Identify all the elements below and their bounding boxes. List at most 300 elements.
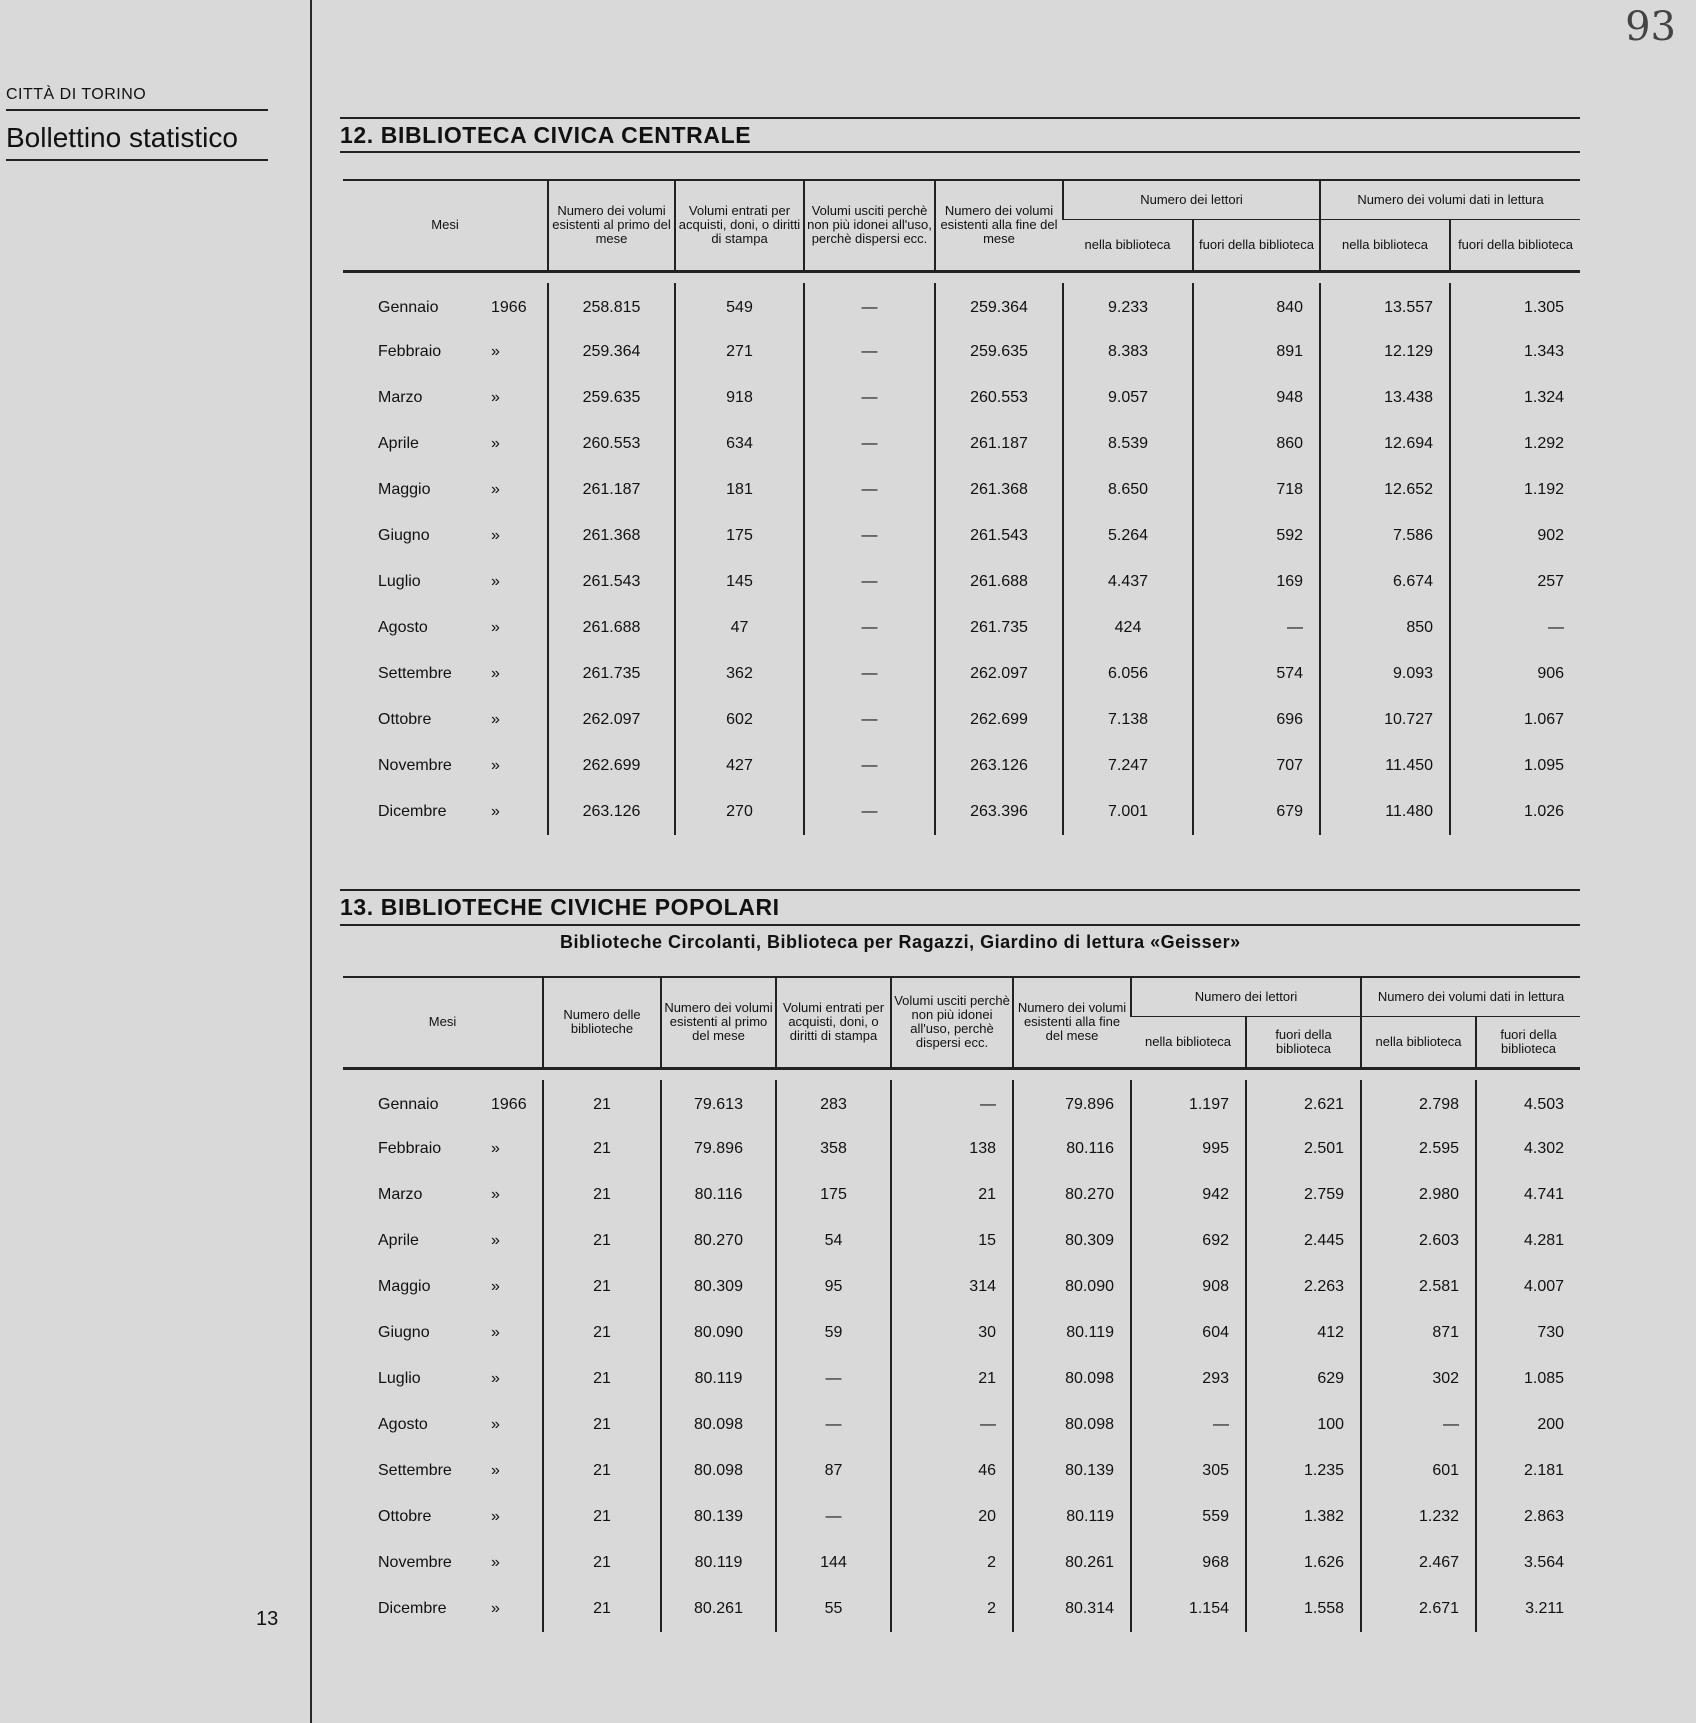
cell-usciti: —: [804, 651, 935, 697]
t12-header-lettori-fuori: fuori della biblioteca: [1193, 219, 1320, 271]
table-row: [343, 559, 1580, 605]
month-label: Settembre: [378, 1462, 452, 1479]
cell-fine: 261.735: [935, 605, 1063, 651]
table13-title: 13. BIBLIOTECHE CIVICHE POPOLARI: [340, 894, 780, 920]
cell-bib: 21: [543, 1126, 661, 1172]
table-row: [343, 1448, 1580, 1494]
t12-header-lettori: Numero dei lettori: [1063, 181, 1320, 219]
cell-lett-nella: 908: [1131, 1264, 1246, 1310]
cell-lett-fuori: 2.445: [1246, 1218, 1361, 1264]
cell-entrati: 47: [675, 605, 804, 651]
cell-lett-nella: 692: [1131, 1218, 1246, 1264]
page-footer-number: 13: [256, 1608, 279, 1630]
cell-vol-nella: 10.727: [1320, 697, 1450, 743]
cell-vol-nella: 302: [1361, 1356, 1476, 1402]
cell-vol-nella: 13.557: [1320, 283, 1450, 329]
cell-bib: 21: [543, 1080, 661, 1126]
cell-lett-nella: 1.197: [1131, 1080, 1246, 1126]
year-label: »: [491, 757, 500, 774]
month-cell: [343, 513, 548, 559]
cell-vol-fuori: 4.302: [1476, 1126, 1580, 1172]
cell-entrati: 54: [776, 1218, 891, 1264]
cell-fine: 80.090: [1013, 1264, 1131, 1310]
cell-entrati: 175: [776, 1172, 891, 1218]
cell-lett-nella: 7.001: [1063, 789, 1193, 835]
cell-lett-nella: —: [1131, 1402, 1246, 1448]
cell-inizio: 259.635: [548, 375, 675, 421]
cell-lett-fuori: 592: [1193, 513, 1320, 559]
month-cell: [343, 1218, 543, 1264]
t12-header-vol-inizio: Numero dei volumi esistenti al primo del mese: [548, 181, 675, 271]
month-cell: [343, 1402, 543, 1448]
cell-lett-fuori: —: [1193, 605, 1320, 651]
cell-entrati: —: [776, 1402, 891, 1448]
cell-usciti: —: [804, 605, 935, 651]
cell-entrati: 145: [675, 559, 804, 605]
cell-inizio: 80.116: [661, 1172, 776, 1218]
cell-usciti: 15: [891, 1218, 1013, 1264]
month-label: Marzo: [378, 1186, 423, 1203]
cell-entrati: 270: [675, 789, 804, 835]
cell-entrati: 55: [776, 1586, 891, 1632]
cell-fine: 261.688: [935, 559, 1063, 605]
month-cell: [343, 605, 548, 651]
cell-entrati: 549: [675, 283, 804, 329]
cell-lett-fuori: 860: [1193, 421, 1320, 467]
cell-lett-nella: 8.650: [1063, 467, 1193, 513]
month-cell: [343, 329, 548, 375]
cell-lett-fuori: 891: [1193, 329, 1320, 375]
cell-vol-nella: 2.581: [1361, 1264, 1476, 1310]
cell-vol-fuori: 2.181: [1476, 1448, 1580, 1494]
cell-fine: 262.097: [935, 651, 1063, 697]
cell-inizio: 80.098: [661, 1448, 776, 1494]
cell-usciti: 21: [891, 1172, 1013, 1218]
cell-vol-nella: 13.438: [1320, 375, 1450, 421]
month-label: Novembre: [378, 757, 452, 774]
month-cell: [343, 1494, 543, 1540]
t13-header-vol-fine: Numero dei volumi esistenti alla fine del mese: [1013, 978, 1131, 1068]
cell-usciti: —: [804, 421, 935, 467]
cell-inizio: 261.688: [548, 605, 675, 651]
month-label: Aprile: [378, 435, 419, 452]
month-label: Agosto: [378, 1416, 428, 1433]
year-label: »: [491, 1232, 500, 1249]
month-label: Giugno: [378, 1324, 430, 1341]
cell-vol-fuori: 4.503: [1476, 1080, 1580, 1126]
year-label: »: [491, 389, 500, 406]
year-label: »: [491, 1600, 500, 1617]
month-label: Aprile: [378, 1232, 419, 1249]
cell-inizio: 262.097: [548, 697, 675, 743]
t13-header-num-bib: Numero delle biblioteche: [543, 978, 661, 1068]
cell-vol-fuori: 1.085: [1476, 1356, 1580, 1402]
cell-lett-nella: 604: [1131, 1310, 1246, 1356]
cell-inizio: 80.090: [661, 1310, 776, 1356]
cell-fine: 261.543: [935, 513, 1063, 559]
table-row: [343, 283, 1580, 329]
cell-fine: 80.139: [1013, 1448, 1131, 1494]
year-label: 1966: [491, 1096, 527, 1113]
year-label: »: [491, 343, 500, 360]
cell-vol-nella: 601: [1361, 1448, 1476, 1494]
cell-bib: 21: [543, 1402, 661, 1448]
cell-vol-nella: 11.450: [1320, 743, 1450, 789]
city-underline: [6, 109, 268, 111]
cell-fine: 261.187: [935, 421, 1063, 467]
table13-title-rule: [340, 924, 1580, 926]
table-row: [343, 1310, 1580, 1356]
cell-vol-nella: 2.798: [1361, 1080, 1476, 1126]
cell-lett-nella: 8.539: [1063, 421, 1193, 467]
month-label: Settembre: [378, 665, 452, 682]
cell-lett-nella: 9.057: [1063, 375, 1193, 421]
cell-vol-fuori: 1.343: [1450, 329, 1580, 375]
month-cell: [343, 743, 548, 789]
month-cell: [343, 789, 548, 835]
cell-lett-fuori: 574: [1193, 651, 1320, 697]
year-label: »: [491, 481, 500, 498]
cell-vol-fuori: 1.095: [1450, 743, 1580, 789]
cell-vol-nella: 850: [1320, 605, 1450, 651]
cell-lett-fuori: 2.621: [1246, 1080, 1361, 1126]
cell-entrati: 95: [776, 1264, 891, 1310]
handwritten-page-number: 93: [1625, 4, 1676, 50]
table12-top-rule: [340, 117, 1580, 119]
table-row: [343, 605, 1580, 651]
cell-inizio: 80.261: [661, 1586, 776, 1632]
cell-entrati: 602: [675, 697, 804, 743]
table-row: [343, 1172, 1580, 1218]
month-cell: [343, 651, 548, 697]
table13-frame-top: [343, 976, 1580, 978]
cell-vol-fuori: 3.564: [1476, 1540, 1580, 1586]
cell-entrati: 59: [776, 1310, 891, 1356]
month-cell: [343, 421, 548, 467]
table-row: [343, 329, 1580, 375]
cell-vol-fuori: 1.192: [1450, 467, 1580, 513]
cell-vol-fuori: 730: [1476, 1310, 1580, 1356]
table12-frame-top: [343, 179, 1580, 181]
cell-fine: 260.553: [935, 375, 1063, 421]
year-label: »: [491, 1508, 500, 1525]
cell-inizio: 79.896: [661, 1126, 776, 1172]
cell-entrati: —: [776, 1494, 891, 1540]
month-label: Gennaio: [378, 299, 439, 316]
cell-lett-nella: 968: [1131, 1540, 1246, 1586]
cell-lett-nella: 6.056: [1063, 651, 1193, 697]
cell-fine: 80.098: [1013, 1402, 1131, 1448]
cell-inizio: 80.309: [661, 1264, 776, 1310]
cell-fine: 80.116: [1013, 1126, 1131, 1172]
month-label: Ottobre: [378, 1508, 432, 1525]
year-label: »: [491, 573, 500, 590]
month-label: Novembre: [378, 1554, 452, 1571]
t13-header-lettori: Numero dei lettori: [1131, 978, 1361, 1016]
table-row: [343, 697, 1580, 743]
cell-lett-nella: 5.264: [1063, 513, 1193, 559]
month-cell: [343, 1264, 543, 1310]
cell-inizio: 261.543: [548, 559, 675, 605]
table-row: [343, 1540, 1580, 1586]
cell-lett-nella: 4.437: [1063, 559, 1193, 605]
cell-vol-nella: 2.467: [1361, 1540, 1476, 1586]
cell-fine: 79.896: [1013, 1080, 1131, 1126]
table-row: [343, 1586, 1580, 1632]
cell-inizio: 262.699: [548, 743, 675, 789]
month-label: Marzo: [378, 389, 423, 406]
cell-vol-nella: 12.129: [1320, 329, 1450, 375]
table-row: [343, 743, 1580, 789]
table12-title: 12. BIBLIOTECA CIVICA CENTRALE: [340, 122, 752, 148]
cell-entrati: —: [776, 1356, 891, 1402]
table13: [343, 978, 1580, 1632]
year-label: »: [491, 803, 500, 820]
month-cell: [343, 1448, 543, 1494]
month-cell: [343, 559, 548, 605]
year-label: »: [491, 527, 500, 544]
cell-vol-fuori: 902: [1450, 513, 1580, 559]
cell-vol-nella: 12.694: [1320, 421, 1450, 467]
cell-usciti: 30: [891, 1310, 1013, 1356]
cell-lett-nella: 7.247: [1063, 743, 1193, 789]
margin-rule: [310, 0, 312, 1723]
table12-title-rule: [340, 151, 1580, 153]
cell-lett-nella: 1.154: [1131, 1586, 1246, 1632]
table-row: [343, 513, 1580, 559]
cell-vol-nella: 2.671: [1361, 1586, 1476, 1632]
table-row: [343, 1402, 1580, 1448]
cell-bib: 21: [543, 1540, 661, 1586]
cell-vol-nella: 7.586: [1320, 513, 1450, 559]
cell-inizio: 80.119: [661, 1356, 776, 1402]
cell-inizio: 263.126: [548, 789, 675, 835]
cell-usciti: 20: [891, 1494, 1013, 1540]
cell-inizio: 261.368: [548, 513, 675, 559]
t12-header-volumi-fuori: fuori della biblioteca: [1450, 219, 1580, 271]
cell-fine: 262.699: [935, 697, 1063, 743]
cell-lett-fuori: 679: [1193, 789, 1320, 835]
cell-lett-fuori: 1.382: [1246, 1494, 1361, 1540]
year-label: »: [491, 1324, 500, 1341]
table-row: [343, 421, 1580, 467]
month-label: Maggio: [378, 1278, 431, 1295]
cell-vol-fuori: 906: [1450, 651, 1580, 697]
cell-usciti: 21: [891, 1356, 1013, 1402]
cell-lett-nella: 942: [1131, 1172, 1246, 1218]
cell-vol-nella: 2.595: [1361, 1126, 1476, 1172]
cell-usciti: 314: [891, 1264, 1013, 1310]
cell-fine: 80.119: [1013, 1310, 1131, 1356]
t13-header-lettori-nella: nella biblioteca: [1131, 1016, 1246, 1068]
cell-lett-fuori: 629: [1246, 1356, 1361, 1402]
table-row: [343, 1264, 1580, 1310]
cell-fine: 80.270: [1013, 1172, 1131, 1218]
cell-bib: 21: [543, 1264, 661, 1310]
cell-fine: 80.314: [1013, 1586, 1131, 1632]
cell-fine: 80.261: [1013, 1540, 1131, 1586]
cell-lett-fuori: 2.263: [1246, 1264, 1361, 1310]
year-label: »: [491, 1554, 500, 1571]
month-cell: [343, 1356, 543, 1402]
year-label: »: [491, 711, 500, 728]
t13-header-lettori-fuori: fuori della biblioteca: [1246, 1016, 1361, 1068]
cell-usciti: —: [804, 283, 935, 329]
cell-entrati: 144: [776, 1540, 891, 1586]
cell-inizio: 80.098: [661, 1402, 776, 1448]
cell-inizio: 259.364: [548, 329, 675, 375]
month-cell: [343, 1172, 543, 1218]
cell-vol-fuori: 1.067: [1450, 697, 1580, 743]
cell-fine: 80.119: [1013, 1494, 1131, 1540]
cell-vol-nella: 9.093: [1320, 651, 1450, 697]
table-row: [343, 1126, 1580, 1172]
month-cell: [343, 1080, 543, 1126]
month-label: Ottobre: [378, 711, 432, 728]
cell-lett-nella: 995: [1131, 1126, 1246, 1172]
cell-usciti: —: [804, 789, 935, 835]
t12-header-volumi-lettura: Numero dei volumi dati in lettura: [1320, 181, 1580, 219]
cell-entrati: 271: [675, 329, 804, 375]
t12-header-vol-fine: Numero dei volumi esistenti alla fine del mese: [935, 181, 1063, 271]
t12-header-volumi-nella: nella biblioteca: [1320, 219, 1450, 271]
table13-subtitle: Biblioteche Circolanti, Biblioteca per Ragazzi, Giardino di lettura «Geisser»: [560, 932, 1241, 952]
cell-vol-fuori: 4.007: [1476, 1264, 1580, 1310]
t13-header-vol-entrati: Volumi entrati per acquisti, doni, o diritti di stampa: [776, 978, 891, 1068]
cell-vol-nella: 2.603: [1361, 1218, 1476, 1264]
table13-top-rule: [340, 889, 1580, 891]
month-label: Dicembre: [378, 803, 447, 820]
cell-vol-fuori: 4.281: [1476, 1218, 1580, 1264]
cell-lett-fuori: 2.759: [1246, 1172, 1361, 1218]
cell-fine: 263.126: [935, 743, 1063, 789]
cell-lett-fuori: 100: [1246, 1402, 1361, 1448]
cell-inizio: 80.119: [661, 1540, 776, 1586]
cell-usciti: —: [804, 375, 935, 421]
t13-header-mesi: Mesi: [428, 1014, 457, 1030]
month-cell: [343, 283, 548, 329]
cell-bib: 21: [543, 1494, 661, 1540]
cell-vol-nella: 871: [1361, 1310, 1476, 1356]
cell-usciti: —: [804, 329, 935, 375]
t13-header-volumi-fuori: fuori della biblioteca: [1476, 1016, 1580, 1068]
cell-lett-fuori: 412: [1246, 1310, 1361, 1356]
year-label: »: [491, 1278, 500, 1295]
table-row: [343, 1080, 1580, 1126]
table-row: [343, 651, 1580, 697]
month-label: Febbraio: [378, 1140, 442, 1157]
table-row: [343, 375, 1580, 421]
year-label: »: [491, 1140, 500, 1157]
month-label: Febbraio: [378, 343, 442, 360]
year-label: »: [491, 1186, 500, 1203]
cell-vol-nella: 1.232: [1361, 1494, 1476, 1540]
cell-lett-nella: 9.233: [1063, 283, 1193, 329]
month-cell: [343, 1586, 543, 1632]
cell-inizio: 261.187: [548, 467, 675, 513]
month-label: Luglio: [378, 573, 421, 590]
table-row: [343, 789, 1580, 835]
cell-usciti: 2: [891, 1540, 1013, 1586]
cell-usciti: —: [804, 559, 935, 605]
table12: [343, 181, 1580, 835]
cell-entrati: 175: [675, 513, 804, 559]
cell-vol-fuori: 2.863: [1476, 1494, 1580, 1540]
month-label: Luglio: [378, 1370, 421, 1387]
year-label: »: [491, 435, 500, 452]
cell-inizio: 258.815: [548, 283, 675, 329]
cell-lett-nella: 8.383: [1063, 329, 1193, 375]
year-label: »: [491, 619, 500, 636]
cell-vol-fuori: —: [1450, 605, 1580, 651]
t12-header-vol-usciti: Volumi usciti perchè non più idonei all'uso, perchè dispersi ecc.: [804, 181, 935, 271]
year-label: »: [491, 1462, 500, 1479]
cell-lett-fuori: 718: [1193, 467, 1320, 513]
cell-bib: 21: [543, 1172, 661, 1218]
month-label: Agosto: [378, 619, 428, 636]
cell-bib: 21: [543, 1448, 661, 1494]
cell-inizio: 80.139: [661, 1494, 776, 1540]
t12-header-vol-entrati: Volumi entrati per acquisti, doni, o diritti di stampa: [675, 181, 804, 271]
t13-header-volumi-lettura: Numero dei volumi dati in lettura: [1361, 978, 1580, 1016]
cell-vol-nella: 2.980: [1361, 1172, 1476, 1218]
cell-vol-fuori: 3.211: [1476, 1586, 1580, 1632]
cell-usciti: —: [891, 1402, 1013, 1448]
cell-vol-fuori: 1.292: [1450, 421, 1580, 467]
cell-inizio: 261.735: [548, 651, 675, 697]
month-cell: [343, 697, 548, 743]
cell-lett-fuori: 1.235: [1246, 1448, 1361, 1494]
month-label: Giugno: [378, 527, 430, 544]
cell-lett-fuori: 1.626: [1246, 1540, 1361, 1586]
cell-lett-fuori: 948: [1193, 375, 1320, 421]
cell-lett-nella: 424: [1063, 605, 1193, 651]
cell-entrati: 918: [675, 375, 804, 421]
city-label: CITTÀ DI TORINO: [6, 86, 147, 103]
table-row: [343, 1218, 1580, 1264]
cell-entrati: 634: [675, 421, 804, 467]
cell-usciti: 46: [891, 1448, 1013, 1494]
cell-vol-fuori: 1.305: [1450, 283, 1580, 329]
cell-usciti: —: [891, 1080, 1013, 1126]
cell-vol-fuori: 4.741: [1476, 1172, 1580, 1218]
t12-header-mesi: Mesi: [431, 217, 459, 233]
publication-underline: [6, 159, 268, 161]
cell-lett-fuori: 840: [1193, 283, 1320, 329]
t13-header-volumi-nella: nella biblioteca: [1361, 1016, 1476, 1068]
month-cell: [343, 467, 548, 513]
cell-usciti: 138: [891, 1126, 1013, 1172]
cell-fine: 261.368: [935, 467, 1063, 513]
cell-fine: 80.309: [1013, 1218, 1131, 1264]
cell-lett-fuori: 1.558: [1246, 1586, 1361, 1632]
cell-usciti: —: [804, 467, 935, 513]
month-label: Dicembre: [378, 1600, 447, 1617]
cell-lett-nella: 559: [1131, 1494, 1246, 1540]
year-label: »: [491, 1370, 500, 1387]
year-label: »: [491, 1416, 500, 1433]
cell-vol-fuori: 200: [1476, 1402, 1580, 1448]
cell-usciti: —: [804, 697, 935, 743]
cell-lett-nella: 305: [1131, 1448, 1246, 1494]
cell-vol-nella: 11.480: [1320, 789, 1450, 835]
cell-vol-fuori: 1.324: [1450, 375, 1580, 421]
month-cell: [343, 1540, 543, 1586]
t13-header-vol-inizio: Numero dei volumi esistenti al primo del mese: [661, 978, 776, 1068]
cell-entrati: 358: [776, 1126, 891, 1172]
t13-header-vol-usciti: Volumi usciti perchè non più idonei all'uso, perchè dispersi ecc.: [891, 978, 1013, 1068]
cell-vol-nella: —: [1361, 1402, 1476, 1448]
